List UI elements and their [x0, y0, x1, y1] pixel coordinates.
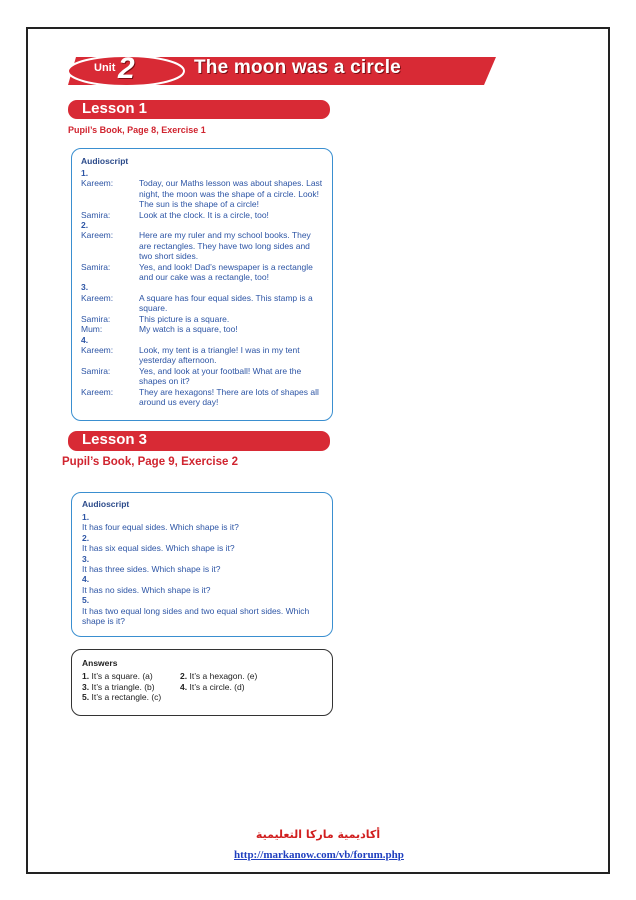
script-line: Samira: This picture is a square. — [81, 313, 230, 324]
script-line: It has six equal sides. Which shape is it? — [82, 543, 235, 554]
lesson3-heading: Lesson 3 — [82, 431, 148, 448]
script-line: It has four equal sides. Which shape is it? — [82, 522, 239, 533]
answer-item: 5. It’s a rectangle. (c) — [82, 692, 162, 703]
answer-item: 4. It’s a circle. (d) — [180, 681, 245, 692]
answers-title: Answers — [82, 658, 118, 668]
lesson3-heading-bar — [68, 431, 330, 451]
script-number: 3. — [82, 553, 90, 564]
script-line: It has two equal long sides and two equal short sides. Which shape is it? — [82, 605, 310, 627]
script-number: 4. — [82, 574, 90, 585]
script-line: It has three sides. Which shape is it? — [82, 564, 221, 575]
lesson1-heading-bar — [68, 100, 330, 119]
script-number: 4. — [81, 334, 89, 345]
script-line: Samira: Yes, and look at your football! What are the shapes on it? — [81, 365, 302, 387]
script-number: 1. — [82, 512, 90, 522]
unit-number: 2 — [118, 52, 135, 85]
script-number: 1. — [81, 168, 89, 178]
script-number: 5. — [82, 595, 90, 606]
lesson3-audioscript-box — [71, 492, 333, 637]
lesson3-box-title: Audioscript — [82, 499, 130, 509]
answers-box — [71, 649, 333, 716]
script-line: It has no sides. Which shape is it? — [82, 584, 211, 595]
script-line: Kareem: They are hexagons! There are lots of shapes all around us every day! — [81, 386, 319, 407]
lesson1-script — [81, 168, 323, 407]
script-line: Samira: Yes, and look! Dad’s newspaper is a rectangle and our cake was a rectangle, too! — [81, 261, 313, 283]
answers-list — [82, 671, 322, 703]
lesson3-script — [82, 512, 322, 626]
lesson1-audioscript-box — [71, 148, 333, 421]
lesson3-reference: Pupil’s Book, Page 9, Exercise 2 — [62, 456, 238, 468]
answer-item: 1. It’s a square. (a) — [82, 671, 153, 681]
script-line: Mum: My watch is a square, too! — [81, 324, 238, 335]
script-line: Samira: Look at the clock. It is a circle, too! — [81, 209, 269, 220]
lesson1-box-title: Audioscript — [81, 156, 129, 166]
script-number: 2. — [82, 532, 90, 543]
script-line: Kareem: A square has four equal sides. This stamp is a square. — [81, 292, 313, 314]
script-line: Kareem: Here are my ruler and my school books. They are rectangles. They have two long sides and two short sides. — [81, 230, 311, 262]
unit-label: Unit — [94, 62, 116, 74]
script-line: Kareem: Look, my tent is a triangle! I was in my tent yesterday afternoon. — [81, 344, 300, 366]
unit-banner — [68, 52, 496, 86]
lesson1-reference: Pupil’s Book, Page 8, Exercise 1 — [68, 125, 206, 135]
footer-arabic-name: أكاديمية ماركا التعليمية — [255, 828, 381, 841]
lesson1-heading: Lesson 1 — [82, 100, 148, 117]
unit-title: The moon was a circle — [194, 57, 401, 78]
answer-item: 2. It’s a hexagon. (e) — [180, 671, 258, 681]
script-number: 2. — [81, 220, 89, 231]
footer-forum-link[interactable]: http://markanow.com/vb/forum.php — [234, 849, 404, 861]
script-number: 3. — [81, 282, 89, 293]
answer-item: 3. It’s a triangle. (b) — [82, 681, 155, 692]
script-line: Kareem: Today, our Maths lesson was about shapes. Last night, the moon was the shape of a circle. Look! The sun is the shape of a circle! — [81, 178, 323, 210]
